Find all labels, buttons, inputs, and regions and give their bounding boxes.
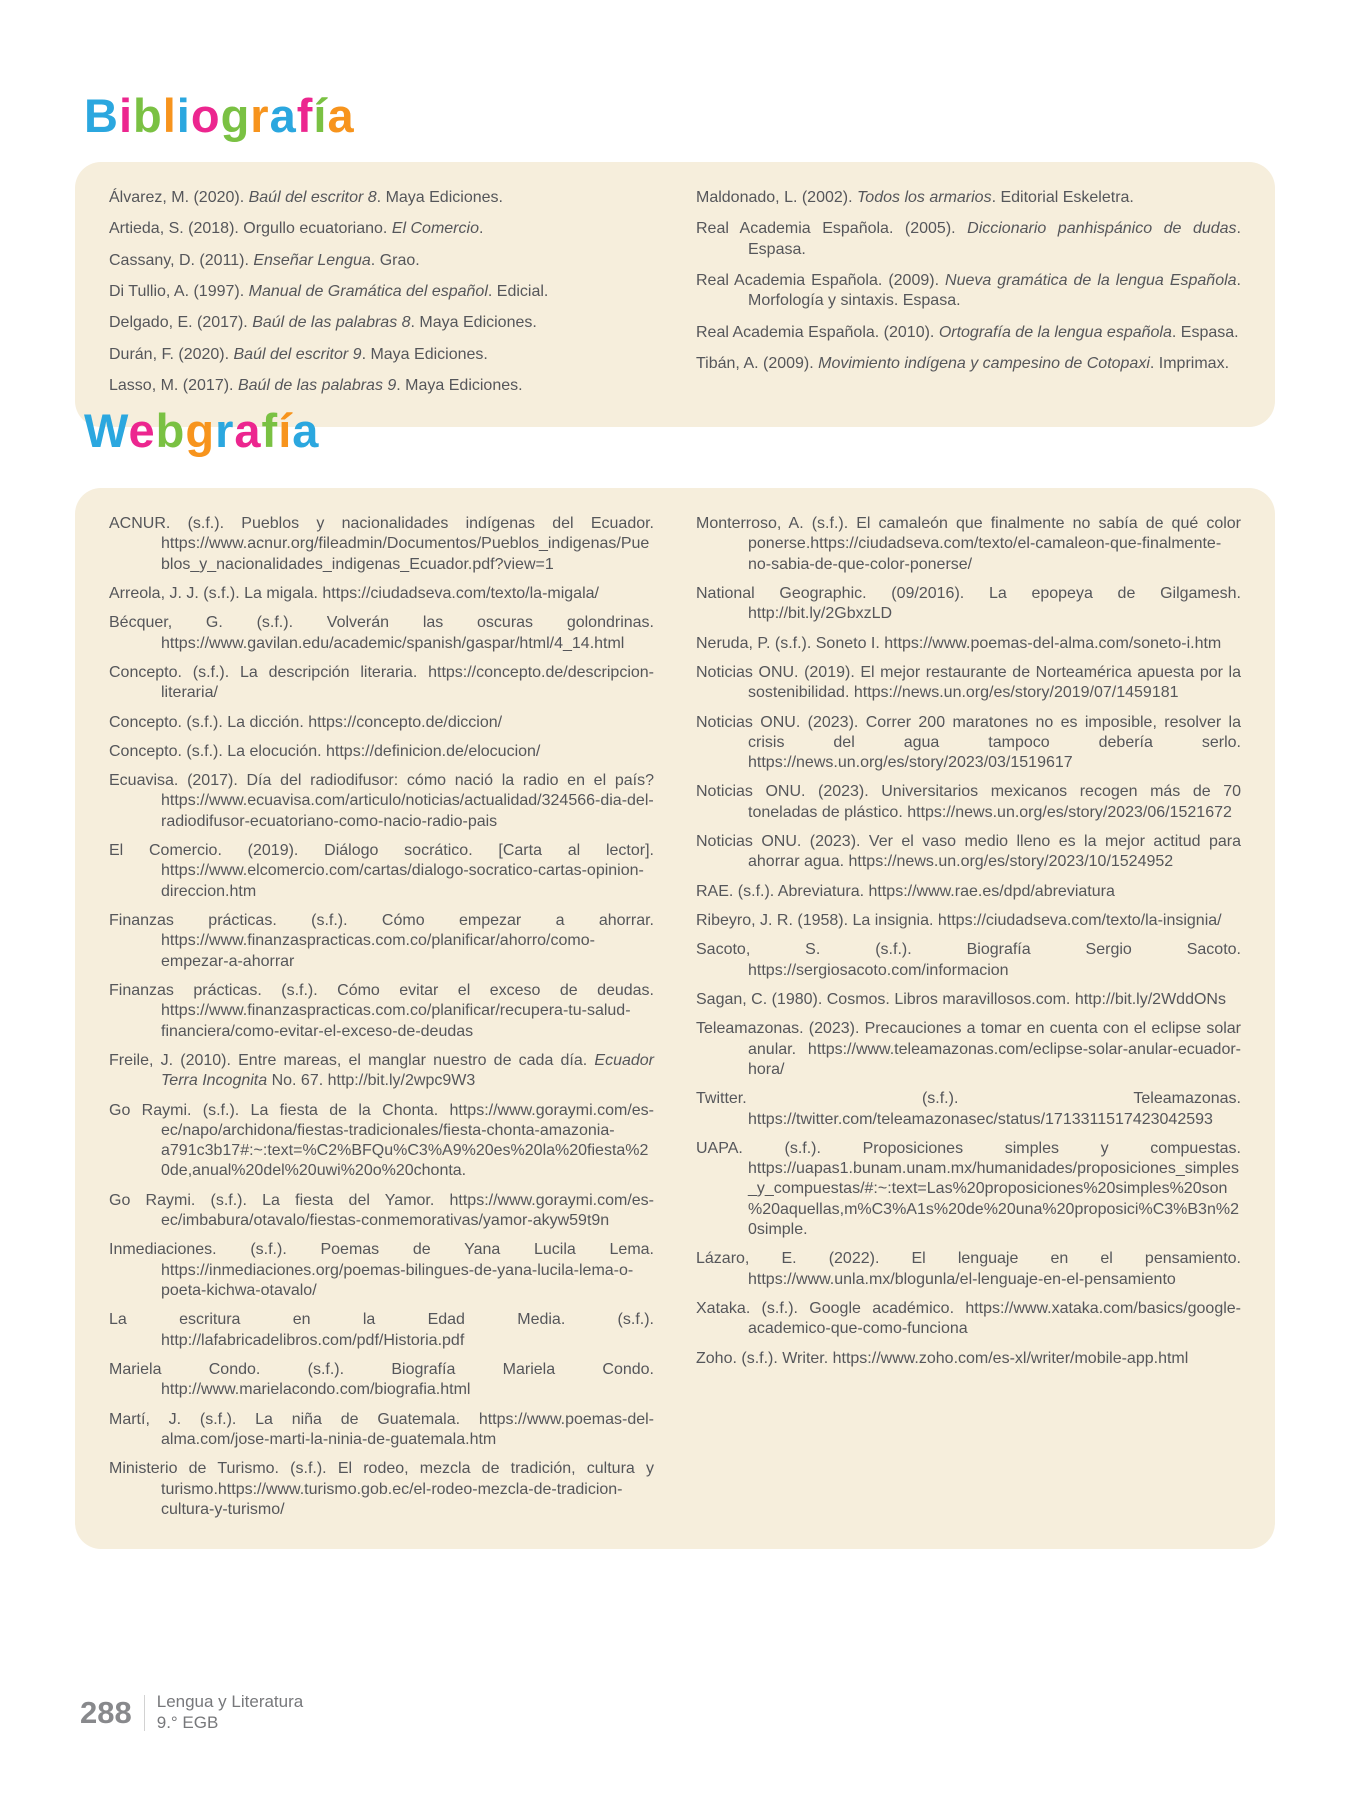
reference-entry: RAE. (s.f.). Abreviatura. https://www.rae.es/dpd/abreviatura xyxy=(696,882,1115,900)
title-letter: l xyxy=(162,89,177,142)
title-letter: b xyxy=(133,89,163,142)
reference-entry: Artieda, S. (2018). Orgullo ecuatoriano. El Comercio. xyxy=(109,220,484,238)
title-letter: e xyxy=(128,404,156,457)
reference-entry: Monterroso, A. (s.f.). El camaleón que finalmente no sabía de qué color ponerse.https://ciudadseva.com/texto/el-camaleon-que-finalmente-no-sabia-de-que-color-ponerse/ xyxy=(696,515,1241,573)
title-letter: í xyxy=(278,404,293,457)
reference-entry: UAPA. (s.f.). Proposiciones simples y compuestas. https://uapas1.bunam.unam.mx/humanidades/proposiciones_simples_y_compuestas/#:~:text=Las%20proposiciones%20simples%20son%20aquellas,m%C3%A1s%20de%20una%20proposici%C3%B3n%20simple. xyxy=(696,1139,1241,1239)
webgrafia-right-column xyxy=(696,514,1241,1529)
reference-entry: Real Academia Española. (2009). Nueva gramática de la lengua Española. Morfología y sintaxis. Espasa. xyxy=(696,271,1241,310)
reference-entry: Concepto. (s.f.). La descripción literaria. https://concepto.de/descripcion-literaria/ xyxy=(109,663,654,702)
page-footer xyxy=(80,1692,303,1733)
title-letter: f xyxy=(296,89,314,142)
reference-entry: Ribeyro, J. R. (1958). La insignia. https://ciudadseva.com/texto/la-insignia/ xyxy=(696,912,1222,929)
page-number: 288 xyxy=(80,1695,132,1731)
reference-entry: Álvarez, M. (2020). Baúl del escritor 8. Maya Ediciones. xyxy=(109,189,503,206)
reference-entry: Martí, J. (s.f.). La niña de Guatemala. https://www.poemas-del-alma.com/jose-marti-la-ninia-de-guatemala.htm xyxy=(109,1410,654,1448)
reference-entry: Neruda, P. (s.f.). Soneto I. https://www.poemas-del-alma.com/soneto-i.htm xyxy=(696,634,1222,652)
bibliografia-box xyxy=(75,162,1275,427)
title-letter: a xyxy=(292,404,320,457)
reference-entry: Go Raymi. (s.f.). La fiesta del Yamor. https://www.goraymi.com/es-ec/imbabura/otavalo/fiestas-conmemorativas/yamor-akyw59t9n xyxy=(109,1191,654,1230)
reference-entry: Twitter. (s.f.). Teleamazonas. https://twitter.com/teleamazonasec/status/1713311517423042593 xyxy=(696,1090,1241,1128)
title-letter: a xyxy=(234,404,262,457)
reference-entry: Zoho. (s.f.). Writer. https://www.zoho.com/es-xl/writer/mobile-app.html xyxy=(696,1349,1189,1367)
reference-entry: Freile, J. (2010). Entre mareas, el manglar nuestro de cada día. Ecuador Terra Incognita No. 67. http://bit.ly/2wpc9W3 xyxy=(109,1051,654,1090)
reference-entry: El Comercio. (2019). Diálogo socrático. [Carta al lector]. https://www.elcomercio.com/cartas/dialogo-socratico-cartas-opinion-direccion.htm xyxy=(109,842,654,900)
title-letter: r xyxy=(250,89,270,142)
reference-entry: Finanzas prácticas. (s.f.). Cómo evitar el exceso de deudas. https://www.finanzaspracticas.com.co/planificar/recupera-tu-salud-financiera/como-evitar-el-exceso-de-deudas xyxy=(109,981,654,1040)
reference-entry: Sagan, C. (1980). Cosmos. Libros maravillosos.com. http://bit.ly/2WddONs xyxy=(696,990,1226,1008)
reference-entry: Di Tullio, A. (1997). Manual de Gramática del español. Edicial. xyxy=(109,282,549,300)
reference-entry: Concepto. (s.f.). La elocución. https://definicion.de/elocucion/ xyxy=(109,742,541,760)
reference-entry: La escritura en la Edad Media. (s.f.). http://lafabricadelibros.com/pdf/Historia.pdf xyxy=(109,1311,654,1349)
reference-entry: Teleamazonas. (2023). Precauciones a tomar en cuenta con el eclipse solar anular. https://www.teleamazonas.com/eclipse-solar-anular-ecuador-hora/ xyxy=(696,1020,1241,1078)
title-letter: g xyxy=(185,404,216,457)
webgrafia-box xyxy=(75,488,1275,1549)
bibliografia-right-column xyxy=(696,188,1241,407)
reference-entry: Noticias ONU. (2023). Ver el vaso medio lleno es la mejor actitud para ahorrar agua. https://news.un.org/es/story/2023/10/1524952 xyxy=(696,833,1241,871)
title-letter: W xyxy=(84,404,129,457)
reference-entry: Concepto. (s.f.). La dicción. https://concepto.de/diccion/ xyxy=(109,713,503,731)
reference-entry: National Geographic. (09/2016). La epopeya de Gilgamesh. http://bit.ly/2GbxzLD xyxy=(696,584,1241,623)
title-letter: í xyxy=(313,89,328,142)
reference-entry: Ministerio de Turismo. (s.f.). El rodeo, mezcla de tradición, cultura y turismo.https://www.turismo.gob.ec/el-rodeo-mezcla-de-tradicion-cultura-y-turismo/ xyxy=(109,1460,654,1518)
reference-entry: Inmediaciones. (s.f.). Poemas de Yana Lucila Lema. https://inmediaciones.org/poemas-bilingues-de-yana-lucila-lema-o-poeta-kichwa-otavalo/ xyxy=(109,1241,654,1299)
reference-entry: ACNUR. (s.f.). Pueblos y nacionalidades indígenas del Ecuador. https://www.acnur.org/fileadmin/Documentos/Pueblos_indigenas/Pueblos_y_nacionalidades_indigenas_Ecuador.pdf?view=1 xyxy=(109,515,654,573)
title-letter: f xyxy=(261,404,279,457)
title-letter: a xyxy=(327,89,355,142)
footer-grade: 9.° EGB xyxy=(156,1712,219,1732)
reference-entry: Bécquer, G. (s.f.). Volverán las oscuras golondrinas. https://www.gavilan.edu/academic/spanish/gaspar/html/4_14.html xyxy=(109,614,654,652)
reference-entry: Durán, F. (2020). Baúl del escritor 9. Maya Ediciones. xyxy=(109,345,488,363)
reference-entry: Delgado, E. (2017). Baúl de las palabras 8. Maya Ediciones. xyxy=(109,314,537,332)
bibliografia-title xyxy=(84,88,355,143)
webgrafia-title xyxy=(84,403,319,458)
footer-text xyxy=(157,1692,304,1733)
bibliografia-left-column xyxy=(109,188,654,407)
reference-entry: Finanzas prácticas. (s.f.). Cómo empezar a ahorrar. https://www.finanzaspracticas.com.co/planificar/ahorro/como-empezar-a-ahorrar xyxy=(109,912,654,970)
reference-entry: Lázaro, E. (2022). El lenguaje en el pensamiento. https://www.unla.mx/blogunla/el-lenguaje-en-el-pensamiento xyxy=(696,1250,1241,1288)
title-letter: i xyxy=(176,89,191,142)
reference-entry: Real Academia Española. (2010). Ortografía de la lengua española. Espasa. xyxy=(696,323,1239,341)
footer-subject: Lengua y Literatura xyxy=(156,1692,304,1711)
reference-entry: Noticias ONU. (2023). Correr 200 maratones no es imposible, resolver la crisis del agua tampoco debería serlo. https://news.un.org/es/story/2023/03/1519617 xyxy=(696,713,1241,772)
reference-entry: Tibán, A. (2009). Movimiento indígena y campesino de Cotopaxi. Imprimax. xyxy=(696,354,1230,372)
reference-entry: Sacoto, S. (s.f.). Biografía Sergio Sacoto. https://sergiosacoto.com/informacion xyxy=(696,941,1241,979)
reference-entry: Arreola, J. J. (s.f.). La migala. https://ciudadseva.com/texto/la-migala/ xyxy=(109,584,599,602)
webgrafia-left-column xyxy=(109,514,654,1529)
reference-entry: Mariela Condo. (s.f.). Biografía Mariela Condo. http://www.marielacondo.com/biografia.html xyxy=(109,1360,654,1399)
reference-entry: Cassany, D. (2011). Enseñar Lengua. Grao. xyxy=(109,251,420,269)
footer-divider xyxy=(144,1695,145,1731)
reference-entry: Lasso, M. (2017). Baúl de las palabras 9. Maya Ediciones. xyxy=(109,376,523,394)
title-letter: g xyxy=(220,89,251,142)
reference-entry: Noticias ONU. (2023). Universitarios mexicanos recogen más de 70 toneladas de plástico. https://news.un.org/es/story/2023/06/1521672 xyxy=(696,783,1241,821)
title-letter: b xyxy=(155,404,186,457)
title-letter: i xyxy=(118,89,134,142)
title-letter: r xyxy=(215,404,235,457)
reference-entry: Noticias ONU. (2019). El mejor restaurante de Norteamérica apuesta por la sostenibilidad. https://news.un.org/es/story/2019/07/1459181 xyxy=(696,663,1241,702)
reference-entry: Xataka. (s.f.). Google académico. https://www.xataka.com/basics/google-academico-que-como-funciona xyxy=(696,1300,1241,1338)
reference-entry: Ecuavisa. (2017). Día del radiodifusor: cómo nació la radio en el país? https://www.ecuavisa.com/articulo/noticias/actualidad/324566-dia-del-radiodifusor-ecuatoriano-como-nacio-radio-pais xyxy=(109,772,654,830)
title-letter: o xyxy=(190,89,221,142)
reference-entry: Real Academia Española. (2005). Diccionario panhispánico de dudas. Espasa. xyxy=(696,220,1241,258)
title-letter: B xyxy=(84,89,119,142)
reference-entry: Maldonado, L. (2002). Todos los armarios. Editorial Eskeletra. xyxy=(696,189,1134,206)
reference-entry: Go Raymi. (s.f.). La fiesta de la Chonta. https://www.goraymi.com/es-ec/napo/archidona/fiestas-tradicionales/fiesta-chonta-amazonia-a791c3b17#:~:text=%C2%BFQu%C3%A9%20es%20la%20fiesta%20de,anual%20del%20uwi%20o%20chonta. xyxy=(109,1101,654,1180)
title-letter: a xyxy=(269,89,297,142)
